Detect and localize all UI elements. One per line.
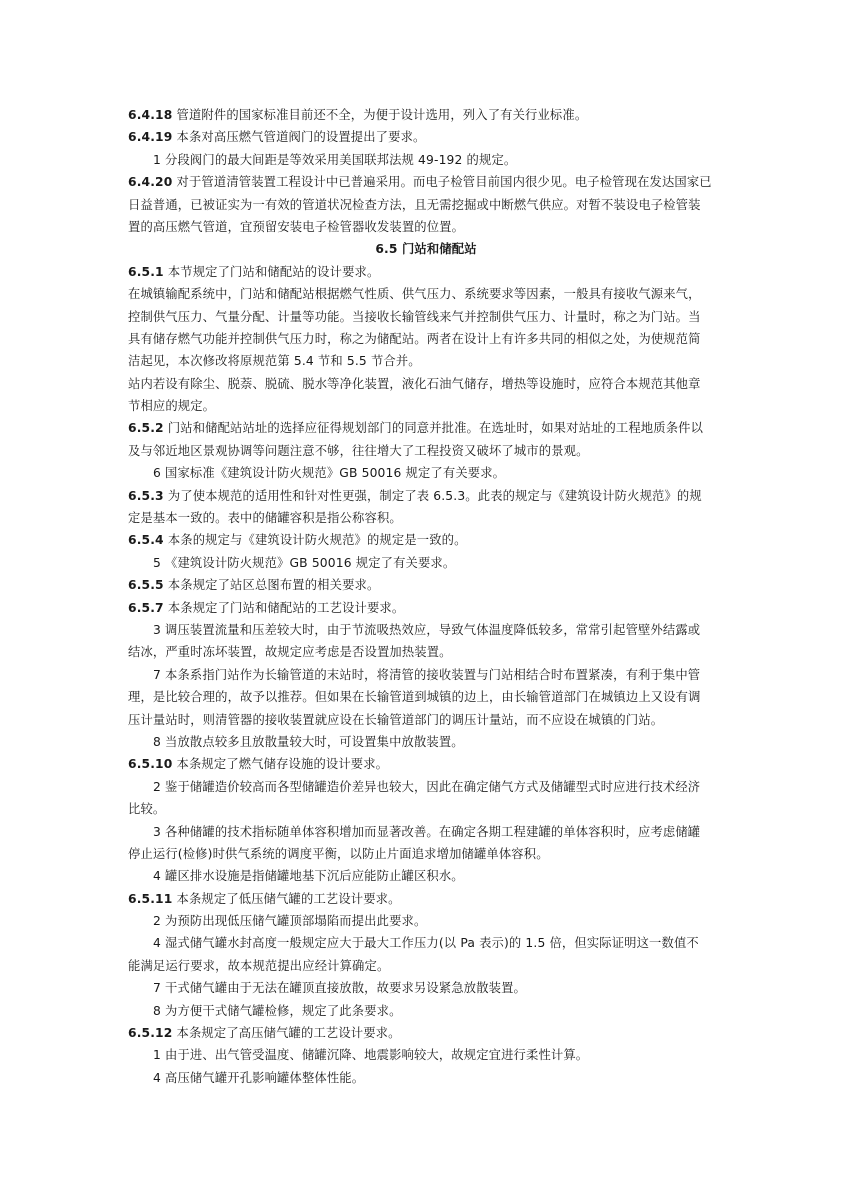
line-text: 对于管道清管装置工程设计中已普遍采用。而电子检管目前国内很少见。电子检管现在发达国家已 <box>172 175 712 190</box>
text-line <box>128 1000 724 1022</box>
line-text: 6 国家标准《建筑设计防火规范》GB 50016 规定了有关要求。 <box>153 466 506 481</box>
line-text: 8 当放散点较多且放散量较大时，可设置集中放散装置。 <box>153 734 464 749</box>
text-line <box>128 552 724 574</box>
text-line <box>128 955 724 977</box>
line-text: 定是基本一致的。表中的储罐容积是指公称容积。 <box>128 511 402 526</box>
line-text: 停止运行(检修)时供气系统的调度平衡，以防止片面追求增加储罐单体容积。 <box>128 846 549 861</box>
clause-number: 6.5.7 <box>128 600 164 615</box>
text-line <box>128 1044 724 1066</box>
line-text: 6.5 门站和储配站 <box>375 242 477 257</box>
text-line <box>128 306 724 328</box>
clause-number: 6.4.18 <box>128 108 173 122</box>
line-text: 为了使本规范的适用性和针对性更强，制定了表 6.5.3。此表的规定与《建筑设计防火规范》的规 <box>163 488 702 503</box>
line-text: 3 各种储罐的技术指标随单体容积增加而显著改善。在确定各期工程建罐的单体容积时，应考虑储罐 <box>153 824 701 839</box>
text-line <box>128 126 724 148</box>
text-line <box>128 574 724 596</box>
text-line <box>128 350 724 372</box>
line-text: 能满足运行要求，故本规范提出应经计算确定。 <box>128 958 390 973</box>
line-text: 日益普通，已被证实为一有效的管道状况检查方法，且无需挖掘或中断燃气供应。对暂不装设电子检管装 <box>128 197 701 212</box>
line-text: 本条规定了站区总图布置的相关要求。 <box>163 578 380 593</box>
text-line <box>128 529 724 551</box>
text-line <box>128 507 724 529</box>
line-text: 站内若设有除尘、脱萘、脱硫、脱水等净化装置，液化石油气储存，增热等设施时，应符合本规范其他章 <box>128 376 701 391</box>
text-line <box>128 664 724 686</box>
line-text: 本条规定了门站和储配站的工艺设计要求。 <box>163 600 405 615</box>
document-body <box>128 104 724 1089</box>
line-text: 门站和储配站站址的选择应征得规划部门的同意并批准。在选址时，如果对站址的工程地质条件以 <box>163 421 704 436</box>
text-line <box>128 328 724 350</box>
text-line <box>128 485 724 507</box>
text-line <box>128 709 724 731</box>
text-line <box>128 798 724 820</box>
clause-number: 6.4.20 <box>128 175 173 190</box>
text-line <box>128 261 724 283</box>
line-text: 本条的规定与《建筑设计防火规范》的规定是一致的。 <box>163 533 467 548</box>
text-line <box>128 731 724 753</box>
line-text: 压计量站时，则清管器的接收装置就应设在长输管道部门的调压计量站，而不应设在城镇的门站。 <box>128 712 664 727</box>
line-text: 7 干式储气罐由于无法在罐顶直接放散，故要求另设紧急放散装置。 <box>153 981 526 996</box>
line-text: 4 罐区排水设施是指储罐地基下沉后应能防止罐区积水。 <box>153 869 464 884</box>
clause-number: 6.5.10 <box>128 757 173 772</box>
text-line <box>128 1067 724 1089</box>
text-line <box>128 1022 724 1044</box>
clause-number: 6.5.11 <box>128 891 173 906</box>
text-line <box>128 171 724 193</box>
line-text: 7 本条系指门站作为长输管道的末站时，将清管的接收装置与门站相结合时布置紧凑，有利于集中管 <box>153 667 701 682</box>
text-line <box>128 597 724 619</box>
line-text: 3 调压装置流量和压差较大时，由于节流吸热效应，导致气体温度降低较多，常常引起管壁外结露或 <box>153 622 701 637</box>
line-text: 控制供气压力、气量分配、计量等功能。当接收长输管线来气并控制供气压力、计量时，称之为门站。当 <box>128 309 701 324</box>
clause-number: 6.5.2 <box>128 421 164 436</box>
clause-number: 6.5.1 <box>128 264 164 279</box>
line-text: 节相应的规定。 <box>128 399 216 414</box>
text-line <box>128 619 724 641</box>
text-line <box>128 776 724 798</box>
text-line <box>128 440 724 462</box>
text-line <box>128 977 724 999</box>
line-text: 4 高压储气罐开孔影响罐体整体性能。 <box>153 1070 365 1085</box>
text-line <box>128 641 724 663</box>
text-line <box>128 216 724 238</box>
clause-number: 6.5.3 <box>128 488 164 503</box>
text-line <box>128 686 724 708</box>
text-line <box>128 194 724 216</box>
text-line <box>128 910 724 932</box>
line-text: 洁起见，本次修改将原规范第 5.4 节和 5.5 节合并。 <box>128 354 421 369</box>
clause-number: 6.4.19 <box>128 130 173 145</box>
text-line <box>128 149 724 171</box>
line-text: 2 鉴于储罐造价较高而各型储罐造价差异也较大，因此在确定储气方式及储罐型式时应进行技术经济 <box>153 779 701 794</box>
text-line <box>128 865 724 887</box>
line-text: 本条规定了高压储气罐的工艺设计要求。 <box>172 1026 401 1041</box>
clause-number: 6.5.5 <box>128 578 164 593</box>
line-text: 本条规定了燃气储存设施的设计要求。 <box>172 757 389 772</box>
clause-number: 6.5.12 <box>128 1026 173 1041</box>
text-line <box>128 821 724 843</box>
text-line <box>128 932 724 954</box>
line-text: 1 由于进、出气管受温度、储罐沉降、地震影响较大，故规定宜进行柔性计算。 <box>153 1048 589 1063</box>
clause-number: 6.5.4 <box>128 533 164 548</box>
text-line <box>128 843 724 865</box>
text-line <box>128 395 724 417</box>
text-line <box>128 104 724 126</box>
text-line <box>128 462 724 484</box>
line-text: 本条规定了低压储气罐的工艺设计要求。 <box>172 891 401 906</box>
line-text: 1 分段阀门的最大间距是等效采用美国联邦法规 49-192 的规定。 <box>153 152 517 167</box>
line-text: 4 湿式储气罐水封高度一般规定应大于最大工作压力(以 Pa 表示)的 1.5 倍，但实际证明这一数值不 <box>153 936 699 951</box>
line-text: 本节规定了门站和储配站的设计要求。 <box>163 264 380 279</box>
text-line <box>128 373 724 395</box>
section-heading <box>128 238 724 260</box>
line-text: 在城镇输配系统中，门站和储配站根据燃气性质、供气压力、系统要求等因素，一般具有接收气源来气， <box>128 287 701 302</box>
line-text: 具有储存燃气功能并控制供气压力时，称之为储配站。两者在设计上有许多共同的相似之处，为使规范简 <box>128 331 701 346</box>
line-text: 结冰，严重时冻坏装置，故规定应考虑是否设置加热装置。 <box>128 645 452 660</box>
text-line <box>128 888 724 910</box>
line-text: 管道附件的国家标准目前还不全，为便于设计选用，列入了有关行业标准。 <box>172 108 588 122</box>
line-text: 2 为预防出现低压储气罐顶部塌陷而提出此要求。 <box>153 914 427 929</box>
line-text: 理，是比较合理的，故予以推荐。但如果在长输管道到城镇的边上，由长输管道部门在城镇边上又设有调 <box>128 690 701 705</box>
line-text: 比较。 <box>128 802 166 817</box>
text-line <box>128 753 724 775</box>
line-text: 8 为方便干式储气罐检修，规定了此条要求。 <box>153 1003 402 1018</box>
text-line <box>128 417 724 439</box>
line-text: 5 《建筑设计防火规范》GB 50016 规定了有关要求。 <box>153 555 456 570</box>
text-line <box>128 283 724 305</box>
line-text: 本条对高压燃气管道阀门的设置提出了要求。 <box>172 130 426 145</box>
line-text: 置的高压燃气管道，宜预留安装电子检管器收发装置的位置。 <box>128 219 465 234</box>
line-text: 及与邻近地区景观协调等问题注意不够，往往增大了工程投资又破坏了城市的景观。 <box>128 443 589 458</box>
